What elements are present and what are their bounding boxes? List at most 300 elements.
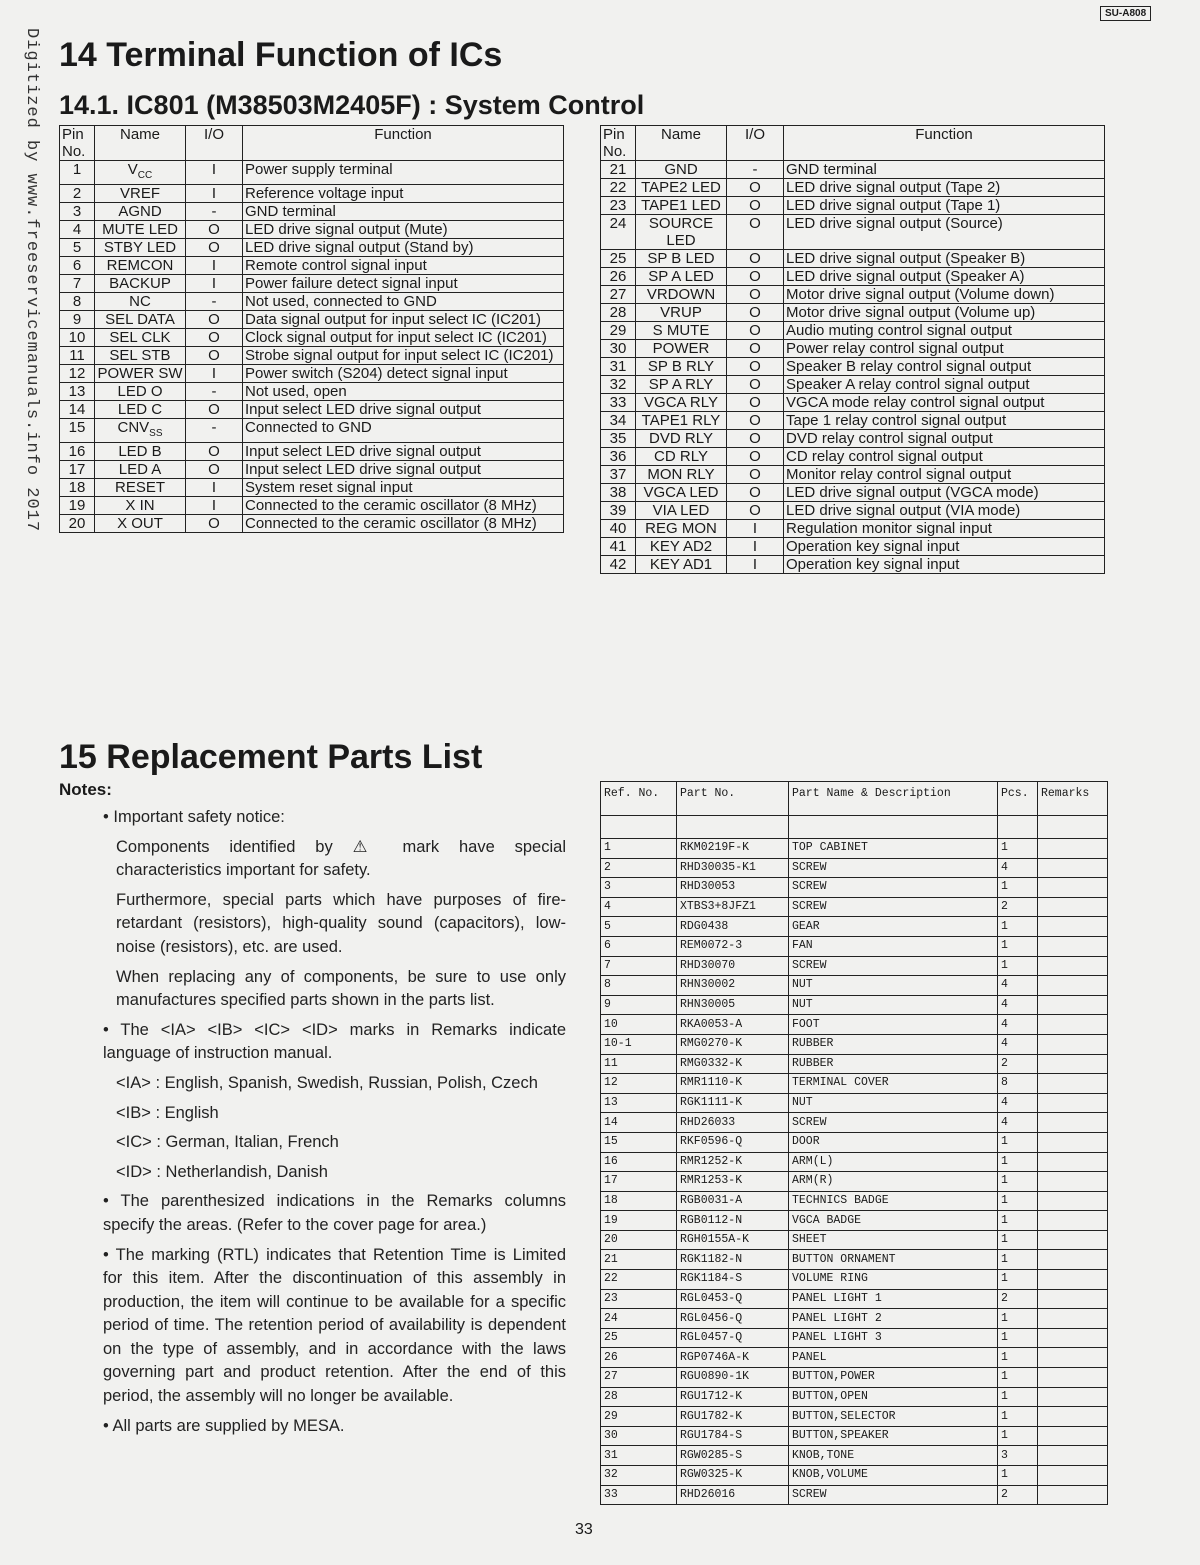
ref-no: 31 xyxy=(601,1446,677,1466)
part-no: RKM0219F-K xyxy=(677,839,789,859)
remarks xyxy=(1038,1250,1108,1270)
pcs: 1 xyxy=(998,1426,1038,1446)
pin-function: CD relay control signal output xyxy=(784,448,1105,466)
part-no: RMG0332-K xyxy=(677,1054,789,1074)
pin-function: Power relay control signal output xyxy=(784,340,1105,358)
header-ref: Ref. No. xyxy=(601,782,677,816)
parts-row xyxy=(601,1034,1108,1054)
pin-name: NC xyxy=(95,293,186,311)
pin-io: I xyxy=(727,538,784,556)
remarks xyxy=(1038,936,1108,956)
header-remarks: Remarks xyxy=(1038,782,1108,816)
pin-function: Connected to the ceramic oscillator (8 MHz) xyxy=(243,497,564,515)
ref-no: 15 xyxy=(601,1132,677,1152)
pin-number: 17 xyxy=(60,461,95,479)
ic-table-right xyxy=(600,125,1105,574)
parts-table xyxy=(600,781,1108,1505)
pin-io: O xyxy=(727,340,784,358)
part-description: NUT xyxy=(789,995,998,1015)
pin-function: LED drive signal output (Tape 2) xyxy=(784,179,1105,197)
parts-row xyxy=(601,976,1108,996)
ic-row xyxy=(60,161,564,185)
ic-row xyxy=(60,311,564,329)
pin-io: - xyxy=(186,383,243,401)
pin-function: Data signal output for input select IC (IC201) xyxy=(243,311,564,329)
pin-function: DVD relay control signal output xyxy=(784,430,1105,448)
pin-io: O xyxy=(186,221,243,239)
pin-io: O xyxy=(727,250,784,268)
pin-number: 27 xyxy=(601,286,636,304)
pin-number: 33 xyxy=(601,394,636,412)
part-description: VOLUME RING xyxy=(789,1270,998,1290)
ref-no: 17 xyxy=(601,1172,677,1192)
parts-row xyxy=(601,1387,1108,1407)
part-description: ARM(R) xyxy=(789,1172,998,1192)
pin-function: GND terminal xyxy=(784,161,1105,179)
ref-no: 6 xyxy=(601,936,677,956)
remarks xyxy=(1038,1191,1108,1211)
part-description: SCREW xyxy=(789,878,998,898)
pin-name: VIA LED xyxy=(636,502,727,520)
pin-number: 31 xyxy=(601,358,636,376)
pin-function: LED drive signal output (Stand by) xyxy=(243,239,564,257)
part-no: RGK1111-K xyxy=(677,1093,789,1113)
section15-title: 15 Replacement Parts List xyxy=(59,738,483,776)
pcs: 1 xyxy=(998,1172,1038,1192)
part-description: SCREW xyxy=(789,956,998,976)
pin-name: AGND xyxy=(95,203,186,221)
part-no: RMR1110-K xyxy=(677,1074,789,1094)
pin-name: KEY AD2 xyxy=(636,538,727,556)
pcs: 4 xyxy=(998,858,1038,878)
pin-number: 15 xyxy=(60,419,95,443)
pcs: 1 xyxy=(998,936,1038,956)
header-io: I/O xyxy=(186,126,243,161)
pin-name: DVD RLY xyxy=(636,430,727,448)
remarks xyxy=(1038,1466,1108,1486)
ic-header-row xyxy=(601,126,1105,161)
pin-name: VRUP xyxy=(636,304,727,322)
ic-row xyxy=(60,275,564,293)
pin-name: VRDOWN xyxy=(636,286,727,304)
pin-number: 25 xyxy=(601,250,636,268)
part-no: RDG0438 xyxy=(677,917,789,937)
pin-io: O xyxy=(727,215,784,250)
pin-function: Reference voltage input xyxy=(243,185,564,203)
parts-row xyxy=(601,1191,1108,1211)
pin-name: TAPE1 RLY xyxy=(636,412,727,430)
ic-row xyxy=(601,520,1105,538)
remarks xyxy=(1038,1407,1108,1427)
part-description: BUTTON,OPEN xyxy=(789,1387,998,1407)
parts-row xyxy=(601,1093,1108,1113)
parts-row xyxy=(601,1230,1108,1250)
pin-function: Motor drive signal output (Volume down) xyxy=(784,286,1105,304)
pin-name: RESET xyxy=(95,479,186,497)
pin-io: I xyxy=(727,556,784,574)
pin-number: 7 xyxy=(60,275,95,293)
pin-name: VGCA LED xyxy=(636,484,727,502)
pin-io: O xyxy=(727,268,784,286)
ref-no: 3 xyxy=(601,878,677,898)
pin-io: O xyxy=(186,329,243,347)
pin-io: O xyxy=(727,179,784,197)
header-function: Function xyxy=(784,126,1105,161)
part-no: RGL0453-Q xyxy=(677,1289,789,1309)
sidebar-watermark: Digitized by www.freeservicemanuals.info 2017 xyxy=(22,28,41,533)
pcs: 4 xyxy=(998,1015,1038,1035)
pcs: 1 xyxy=(998,1211,1038,1231)
ic-row xyxy=(601,502,1105,520)
part-no: RGL0456-Q xyxy=(677,1309,789,1329)
pin-io: - xyxy=(186,419,243,443)
ic-row xyxy=(60,203,564,221)
part-description: NUT xyxy=(789,1093,998,1113)
page-number: 33 xyxy=(575,1521,593,1538)
pin-io: O xyxy=(186,347,243,365)
ic-row xyxy=(601,448,1105,466)
pin-name: VREF xyxy=(95,185,186,203)
note-paragraph: • All parts are supplied by MESA. xyxy=(103,1416,345,1435)
pin-function: Power switch (S204) detect signal input xyxy=(243,365,564,383)
ic-row xyxy=(601,268,1105,286)
ref-no: 29 xyxy=(601,1407,677,1427)
pin-number: 29 xyxy=(601,322,636,340)
parts-row xyxy=(601,917,1108,937)
remarks xyxy=(1038,976,1108,996)
parts-row xyxy=(601,1485,1108,1505)
ref-no: 21 xyxy=(601,1250,677,1270)
remarks xyxy=(1038,1387,1108,1407)
part-no: RGU1782-K xyxy=(677,1407,789,1427)
header-io: I/O xyxy=(727,126,784,161)
pin-name: LED C xyxy=(95,401,186,419)
ic-row xyxy=(60,479,564,497)
parts-row xyxy=(601,1426,1108,1446)
remarks xyxy=(1038,995,1108,1015)
pin-name: REMCON xyxy=(95,257,186,275)
part-description: KNOB,VOLUME xyxy=(789,1466,998,1486)
pcs: 1 xyxy=(998,878,1038,898)
pin-function: Speaker A relay control signal output xyxy=(784,376,1105,394)
ref-no: 24 xyxy=(601,1309,677,1329)
remarks xyxy=(1038,1074,1108,1094)
pin-function: LED drive signal output (Tape 1) xyxy=(784,197,1105,215)
pin-name: TAPE1 LED xyxy=(636,197,727,215)
part-description: BUTTON ORNAMENT xyxy=(789,1250,998,1270)
pin-io: I xyxy=(186,161,243,185)
ic-row xyxy=(601,430,1105,448)
ic-table-left xyxy=(59,125,564,533)
pcs: 4 xyxy=(998,1113,1038,1133)
notes-block xyxy=(103,806,566,1444)
parts-row xyxy=(601,995,1108,1015)
part-description: SCREW xyxy=(789,1485,998,1505)
pcs: 1 xyxy=(998,1368,1038,1388)
pin-name: KEY AD1 xyxy=(636,556,727,574)
pcs: 2 xyxy=(998,1054,1038,1074)
pcs: 1 xyxy=(998,1387,1038,1407)
pin-function: Strobe signal output for input select IC (IC201) xyxy=(243,347,564,365)
ic-row xyxy=(60,497,564,515)
pin-number: 41 xyxy=(601,538,636,556)
ic-row xyxy=(601,376,1105,394)
pcs: 1 xyxy=(998,1270,1038,1290)
pin-name: STBY LED xyxy=(95,239,186,257)
pin-function: Motor drive signal output (Volume up) xyxy=(784,304,1105,322)
remarks xyxy=(1038,917,1108,937)
pcs: 2 xyxy=(998,897,1038,917)
ref-no: 16 xyxy=(601,1152,677,1172)
pin-io: I xyxy=(186,479,243,497)
part-description: RUBBER xyxy=(789,1054,998,1074)
remarks xyxy=(1038,1270,1108,1290)
ic-row xyxy=(60,185,564,203)
part-description: PANEL xyxy=(789,1348,998,1368)
pin-io: O xyxy=(186,239,243,257)
ic-row xyxy=(60,221,564,239)
pcs: 3 xyxy=(998,1446,1038,1466)
pin-number: 24 xyxy=(601,215,636,250)
pin-function: Not used, open xyxy=(243,383,564,401)
pin-io: O xyxy=(727,197,784,215)
pin-number: 30 xyxy=(601,340,636,358)
ref-no: 5 xyxy=(601,917,677,937)
pcs: 1 xyxy=(998,1348,1038,1368)
remarks xyxy=(1038,1328,1108,1348)
ic-row xyxy=(601,215,1105,250)
pin-io: O xyxy=(727,376,784,394)
pin-function: System reset signal input xyxy=(243,479,564,497)
pin-function: Tape 1 relay control signal output xyxy=(784,412,1105,430)
pcs: 1 xyxy=(998,1250,1038,1270)
pin-io: I xyxy=(186,497,243,515)
ref-no: 30 xyxy=(601,1426,677,1446)
remarks xyxy=(1038,1113,1108,1133)
ic-row xyxy=(60,329,564,347)
ic-row xyxy=(60,257,564,275)
part-no: RGK1184-S xyxy=(677,1270,789,1290)
note-paragraph: When replacing any of components, be sure to use only manufactures specified parts shown in the parts list. xyxy=(116,967,566,1010)
pin-io: O xyxy=(727,394,784,412)
pin-number: 4 xyxy=(60,221,95,239)
pin-name: MUTE LED xyxy=(95,221,186,239)
remarks xyxy=(1038,1230,1108,1250)
ic-row xyxy=(601,340,1105,358)
pin-io: O xyxy=(727,322,784,340)
part-description: FOOT xyxy=(789,1015,998,1035)
note-paragraph: <ID> : Netherlandish, Danish xyxy=(116,1162,328,1181)
ic-row xyxy=(601,466,1105,484)
pin-io: O xyxy=(186,515,243,533)
part-description: NUT xyxy=(789,976,998,996)
ref-no: 14 xyxy=(601,1113,677,1133)
part-description: RUBBER xyxy=(789,1034,998,1054)
remarks xyxy=(1038,1054,1108,1074)
header-pcs: Pcs. xyxy=(998,782,1038,816)
note-paragraph: <IC> : German, Italian, French xyxy=(116,1133,339,1152)
part-description: SHEET xyxy=(789,1230,998,1250)
remarks xyxy=(1038,839,1108,859)
note-paragraph: <IB> : English xyxy=(116,1103,219,1122)
pin-name: VGCA RLY xyxy=(636,394,727,412)
parts-row xyxy=(601,858,1108,878)
pin-function: Remote control signal input xyxy=(243,257,564,275)
pin-name: CD RLY xyxy=(636,448,727,466)
pin-function: Regulation monitor signal input xyxy=(784,520,1105,538)
part-no: RGK1182-N xyxy=(677,1250,789,1270)
ic-row xyxy=(601,161,1105,179)
pcs: 1 xyxy=(998,1191,1038,1211)
pin-number: 36 xyxy=(601,448,636,466)
part-no: RHD30035-K1 xyxy=(677,858,789,878)
pin-io: O xyxy=(727,448,784,466)
parts-row xyxy=(601,1074,1108,1094)
pcs: 1 xyxy=(998,1230,1038,1250)
parts-row xyxy=(601,1407,1108,1427)
part-description: VGCA BADGE xyxy=(789,1211,998,1231)
parts-row xyxy=(601,1368,1108,1388)
pin-number: 21 xyxy=(601,161,636,179)
parts-row xyxy=(601,1113,1108,1133)
parts-row xyxy=(601,1054,1108,1074)
pin-function: LED drive signal output (VIA mode) xyxy=(784,502,1105,520)
pin-function: Power supply terminal xyxy=(243,161,564,185)
remarks xyxy=(1038,1093,1108,1113)
header-name: Name xyxy=(636,126,727,161)
pcs: 1 xyxy=(998,956,1038,976)
pin-number: 26 xyxy=(601,268,636,286)
pin-function: Connected to the ceramic oscillator (8 MHz) xyxy=(243,515,564,533)
remarks xyxy=(1038,1289,1108,1309)
pin-name: TAPE2 LED xyxy=(636,179,727,197)
part-no: RGP0746A-K xyxy=(677,1348,789,1368)
section141-title: 14.1. IC801 (M38503M2405F) : System Control xyxy=(59,90,645,120)
note-paragraph: • The parenthesized indications in the Remarks columns specify the areas. (Refer to the cover page for area.) xyxy=(103,1192,566,1234)
ic-row xyxy=(60,401,564,419)
parts-row xyxy=(601,1270,1108,1290)
part-no: RKF0596-Q xyxy=(677,1132,789,1152)
parts-row xyxy=(601,839,1108,859)
pin-io: O xyxy=(186,311,243,329)
part-description: TOP CABINET xyxy=(789,839,998,859)
part-no: RGL0457-Q xyxy=(677,1328,789,1348)
remarks xyxy=(1038,1034,1108,1054)
remarks xyxy=(1038,1368,1108,1388)
pin-function: LED drive signal output (Speaker A) xyxy=(784,268,1105,286)
part-no: RHD30070 xyxy=(677,956,789,976)
pin-io: O xyxy=(727,412,784,430)
pin-name: MON RLY xyxy=(636,466,727,484)
part-no: RHN30005 xyxy=(677,995,789,1015)
parts-row xyxy=(601,1289,1108,1309)
header-desc: Part Name & Description xyxy=(789,782,998,816)
ic-row xyxy=(601,484,1105,502)
remarks xyxy=(1038,878,1108,898)
pin-io: O xyxy=(186,461,243,479)
pin-io: - xyxy=(727,161,784,179)
section14-title: 14 Terminal Function of ICs xyxy=(59,36,503,74)
part-description: SCREW xyxy=(789,1113,998,1133)
header-pin: Pin No. xyxy=(601,126,636,161)
part-description: BUTTON,SPEAKER xyxy=(789,1426,998,1446)
pin-number: 20 xyxy=(60,515,95,533)
ref-no: 10 xyxy=(601,1015,677,1035)
part-no: RHD30053 xyxy=(677,878,789,898)
part-no: RMR1253-K xyxy=(677,1172,789,1192)
pin-io: I xyxy=(727,520,784,538)
remarks xyxy=(1038,1152,1108,1172)
part-no: RGB0031-A xyxy=(677,1191,789,1211)
pin-name: SP A LED xyxy=(636,268,727,286)
remarks xyxy=(1038,1309,1108,1329)
part-description: SCREW xyxy=(789,858,998,878)
part-description: TERMINAL COVER xyxy=(789,1074,998,1094)
pin-name: X OUT xyxy=(95,515,186,533)
ic-row xyxy=(60,239,564,257)
pin-number: 42 xyxy=(601,556,636,574)
ref-no: 13 xyxy=(601,1093,677,1113)
ic-row xyxy=(601,250,1105,268)
pin-number: 12 xyxy=(60,365,95,383)
remarks xyxy=(1038,1132,1108,1152)
part-description: PANEL LIGHT 2 xyxy=(789,1309,998,1329)
pin-number: 1 xyxy=(60,161,95,185)
pcs: 1 xyxy=(998,1132,1038,1152)
part-description: GEAR xyxy=(789,917,998,937)
pcs: 4 xyxy=(998,995,1038,1015)
pcs: 4 xyxy=(998,976,1038,996)
note-paragraph: Components identified by ⚠ mark have special characteristics important for safety. xyxy=(116,837,566,880)
ref-no: 10-1 xyxy=(601,1034,677,1054)
remarks xyxy=(1038,1485,1108,1505)
part-no: RHD26016 xyxy=(677,1485,789,1505)
part-no: RGH0155A-K xyxy=(677,1230,789,1250)
ic-row xyxy=(601,412,1105,430)
pcs: 4 xyxy=(998,1034,1038,1054)
ref-no: 25 xyxy=(601,1328,677,1348)
header-pin: Pin No. xyxy=(60,126,95,161)
part-no: RGU1712-K xyxy=(677,1387,789,1407)
part-no: XTBS3+8JFZ1 xyxy=(677,897,789,917)
pin-number: 32 xyxy=(601,376,636,394)
pin-io: O xyxy=(727,466,784,484)
part-no: RGW0285-S xyxy=(677,1446,789,1466)
part-no: RMR1252-K xyxy=(677,1152,789,1172)
pin-number: 14 xyxy=(60,401,95,419)
ref-no: 22 xyxy=(601,1270,677,1290)
remarks xyxy=(1038,1446,1108,1466)
ic-row xyxy=(601,322,1105,340)
pin-number: 11 xyxy=(60,347,95,365)
ic-row xyxy=(601,358,1105,376)
pin-number: 10 xyxy=(60,329,95,347)
pin-number: 34 xyxy=(601,412,636,430)
ic-row xyxy=(601,394,1105,412)
pin-function: LED drive signal output (Source) xyxy=(784,215,1105,250)
pin-number: 16 xyxy=(60,443,95,461)
pin-number: 37 xyxy=(601,466,636,484)
ref-no: 20 xyxy=(601,1230,677,1250)
part-description: BUTTON,POWER xyxy=(789,1368,998,1388)
pin-name: SP B RLY xyxy=(636,358,727,376)
pin-number: 40 xyxy=(601,520,636,538)
ref-no: 33 xyxy=(601,1485,677,1505)
part-no: RHD26033 xyxy=(677,1113,789,1133)
pin-number: 2 xyxy=(60,185,95,203)
pcs: 1 xyxy=(998,917,1038,937)
parts-row xyxy=(601,1466,1108,1486)
